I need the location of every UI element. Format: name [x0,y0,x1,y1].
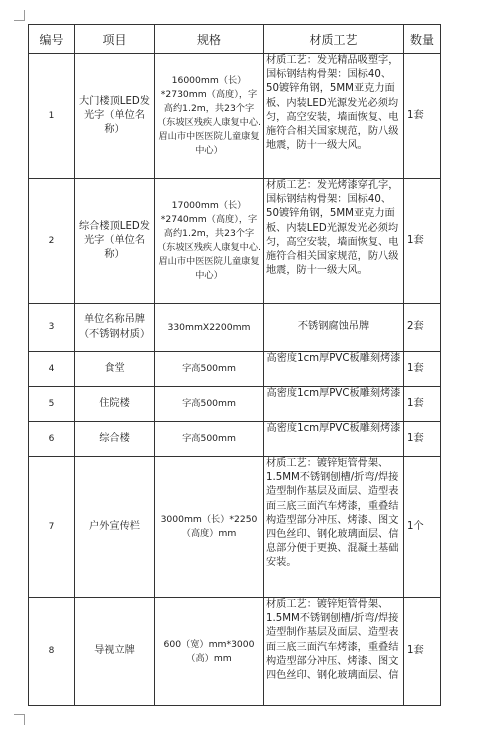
row-quantity: 1个 [404,457,441,598]
row-quantity: 1套 [404,598,441,706]
row-item: 综合楼 [75,422,155,457]
table-row [29,422,441,457]
page-corner-mark-bottom [14,714,25,725]
header-material: 材质工艺 [264,25,404,54]
row-number: 4 [29,352,75,387]
header-quantity: 数量 [404,25,441,54]
row-item: 综合楼顶LED发光字（单位名称） [75,179,155,304]
row-spec: 17000mm（长）*2740mm（高度），字高约1.2m，共23个字（东坡区残疾人康复中心.眉山市中医医院儿童康复中心） [155,179,264,304]
row-spec: 字高500mm [155,422,264,457]
table-row [29,457,441,598]
row-spec: 字高500mm [155,352,264,387]
row-material: 材质工艺：发光烤漆穿孔字，国标钢结构骨架：国标40、50镀锌角钢，5MM亚克力面板、内装LED光源发光必须均匀，高空安装，墙面恢复、电施符合相关国家规范，防八级地震，防十一级大风。 [264,179,404,304]
table-row [29,179,441,304]
row-material: 高密度1cm厚PVC板雕刻烤漆 [264,422,404,457]
header-spec: 规格 [155,25,264,54]
row-number: 8 [29,598,75,706]
row-material: 材质工艺：镀锌矩管骨架、1.5MM不锈钢刨槽/折弯/焊接造型制作基层及面层、造型表面三底三面汽车烤漆，重叠结构造型部分冲压、烤漆、图文四色丝印、钢化玻璃面层、信息部分便于更换、混凝土基础安装。 [264,457,404,598]
row-spec: 3000mm（长）*2250（高度）mm [155,457,264,598]
row-quantity: 1套 [404,387,441,422]
row-number: 1 [29,54,75,179]
row-quantity: 1套 [404,179,441,304]
row-number: 2 [29,179,75,304]
row-item: 大门楼顶LED发光字（单位名称） [75,54,155,179]
row-material: 高密度1cm厚PVC板雕刻烤漆 [264,352,404,387]
header-number: 编号 [29,25,75,54]
row-number: 6 [29,422,75,457]
table-row [29,387,441,422]
row-item: 住院楼 [75,387,155,422]
row-material: 材质工艺：镀锌矩管骨架、1.5MM不锈钢刨槽/折弯/焊接造型制作基层及面层、造型表面三底三面汽车烤漆，重叠结构造型部分冲压、烤漆、图文四色丝印、钢化玻璃面层、信 [264,598,404,706]
row-quantity: 1套 [404,54,441,179]
row-item: 户外宣传栏 [75,457,155,598]
row-spec: 字高500mm [155,387,264,422]
table-row [29,598,441,706]
row-item: 单位名称吊牌（不锈钢材质） [75,304,155,352]
table-row [29,304,441,352]
row-number: 3 [29,304,75,352]
row-number: 7 [29,457,75,598]
row-material: 不锈钢腐蚀吊牌 [264,304,404,352]
signage-spec-table [28,24,441,706]
table-row [29,54,441,179]
row-spec: 16000mm（长）*2730mm（高度），字高约1.2m，共23个字（东坡区残疾人康复中心.眉山市中医医院儿童康复中心） [155,54,264,179]
row-spec: 600（宽）mm*3000（高）mm [155,598,264,706]
header-item: 项目 [75,25,155,54]
table-row [29,352,441,387]
row-quantity: 1套 [404,352,441,387]
row-quantity: 1套 [404,422,441,457]
row-item: 食堂 [75,352,155,387]
row-material: 高密度1cm厚PVC板雕刻烤漆 [264,387,404,422]
row-spec: 330mmX2200mm [155,304,264,352]
table-header-row [29,25,441,54]
row-material: 材质工艺：发光精品吸塑字，国标钢结构骨架：国标40、50镀锌角钢，5MM亚克力面板、内装LED光源发光必须均匀，高空安装，墙面恢复、电施符合相关国家规范，防八级地震，防十一级大风。 [264,54,404,179]
row-item: 导视立牌 [75,598,155,706]
row-quantity: 2套 [404,304,441,352]
row-number: 5 [29,387,75,422]
page-corner-mark-top [14,10,25,21]
